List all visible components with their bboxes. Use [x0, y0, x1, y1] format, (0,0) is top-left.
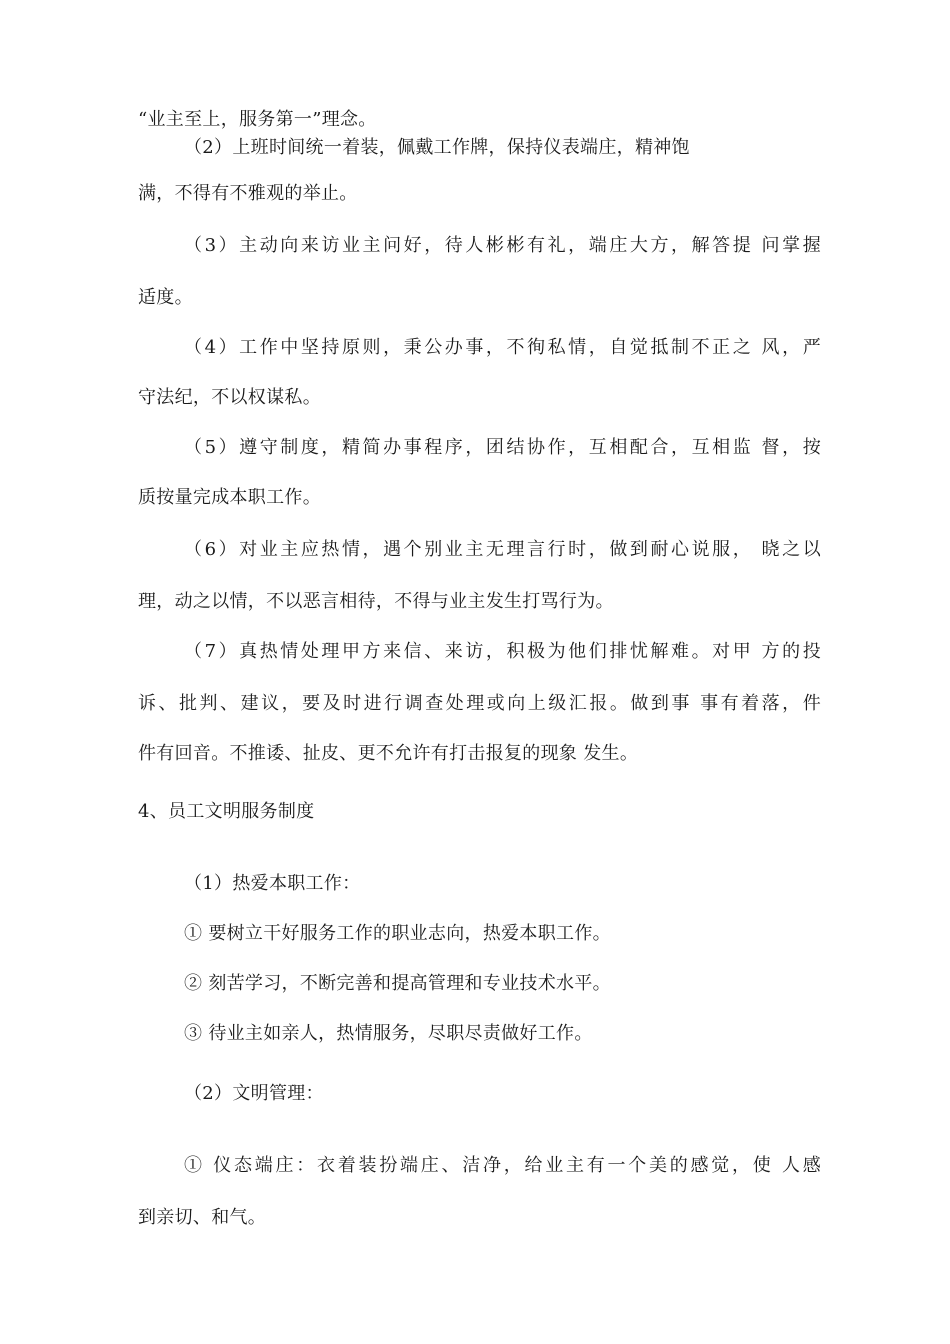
text-line-13: 诉、批判、建议，要及时进行调查处理或向上级汇报。做到事 事有着落，件: [138, 693, 821, 714]
text-line-22: 到亲切、和气。: [138, 1207, 267, 1228]
text-line-11: 理，动之以情，不以恶言相待，不得与业主发生打骂行为。: [138, 591, 614, 612]
subheading-1: （1）热爱本职工作：: [184, 873, 361, 894]
section-heading: 4、员工文明服务制度: [138, 801, 315, 822]
text-line-12: [138, 639, 821, 665]
text-line-6: [138, 335, 821, 361]
subheading-2: （2）文明管理：: [184, 1083, 324, 1104]
text-line-14: 件有回音。不推诿、扯皮、更不允许有打击报复的现象 发生。: [138, 743, 639, 764]
text-line-6-content: （4）工作中坚持原则，秉公办事，不徇私情，自觉抵制不正之 风，严: [184, 337, 821, 358]
text-line-8: [138, 435, 821, 461]
text-line-3: 满，不得有不雅观的举止。: [138, 183, 358, 204]
list-item-1: ① 要树立干好服务工作的职业志向，热爱本职工作。: [184, 923, 611, 944]
text-line-7: 守法纪，不以权谋私。: [138, 387, 321, 408]
text-line-21-content: ① 仪态端庄：衣着装扮端庄、洁净，给业主有一个美的感觉，使 人感: [184, 1155, 821, 1176]
text-line-1: “业主至上，服务第一”理念。: [138, 109, 377, 130]
text-line-4: [138, 233, 821, 259]
text-line-8-content: （5）遵守制度，精简办事程序，团结协作，互相配合，互相监 督，按: [184, 437, 821, 458]
list-item-3: ③ 待业主如亲人，热情服务，尽职尽责做好工作。: [184, 1023, 593, 1044]
text-line-10: [138, 537, 821, 563]
text-line-4-content: （3）主动向来访业主问好，待人彬彬有礼，端庄大方，解答提 问掌握: [184, 235, 821, 256]
list-item-2: ② 刻苦学习，不断完善和提高管理和专业技术水平。: [184, 973, 611, 994]
text-line-10-content: （6）对业主应热情，遇个别业主无理言行时，做到耐心说服， 晓之以: [184, 539, 821, 560]
text-line-5: 适度。: [138, 287, 193, 308]
text-line-12-content: （7）真热情处理甲方来信、来访，积极为他们排忧解难。对甲 方的投: [184, 641, 821, 662]
text-line-2: （2）上班时间统一着装，佩戴工作牌，保持仪表端庄，精神饱: [184, 137, 690, 158]
text-line-21: [138, 1153, 821, 1179]
text-line-9: 质按量完成本职工作。: [138, 487, 321, 508]
